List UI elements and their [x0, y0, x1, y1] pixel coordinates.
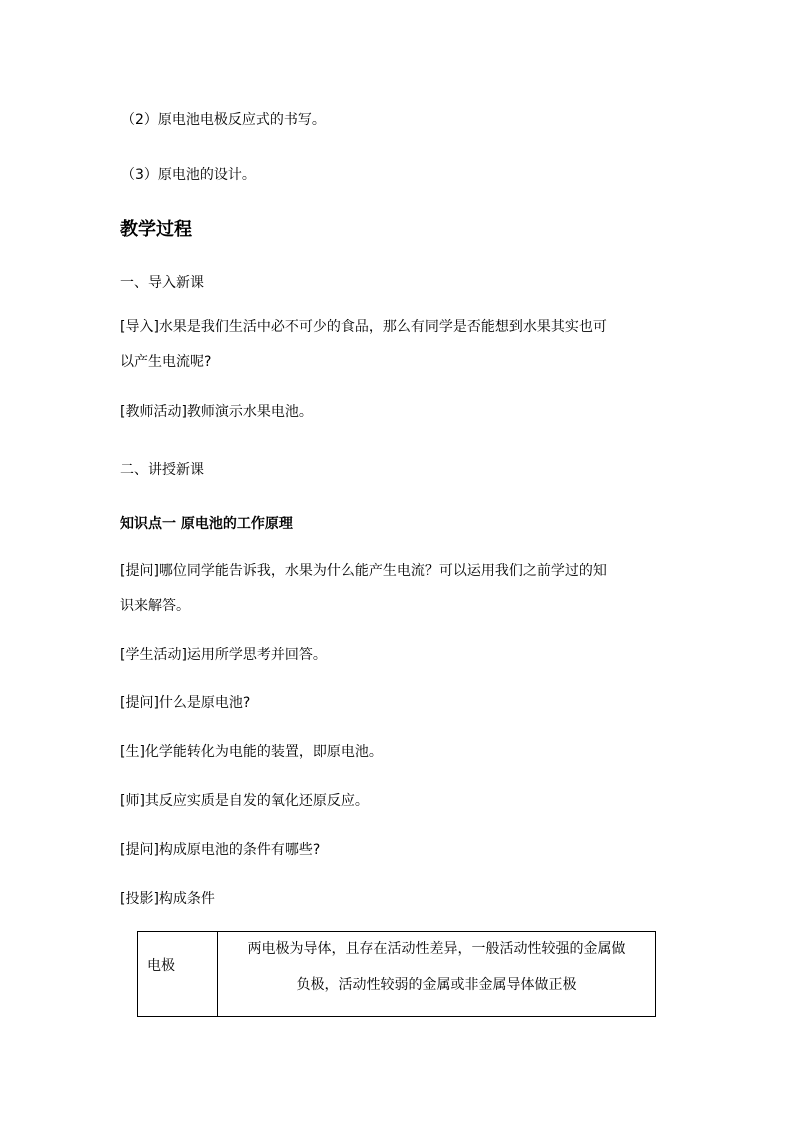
conditions-table [137, 931, 656, 1017]
question-1-line-1: [提问]哪位同学能告诉我，水果为什么能产生电流？可以运用我们之前学过的知 [120, 563, 607, 579]
table-cell-label: 电极 [138, 932, 218, 1016]
table-cell-content [218, 932, 655, 1016]
question-2: [提问]什么是原电池? [120, 695, 251, 711]
projection-label: [投影]构成条件 [120, 891, 215, 907]
student-answer: [生]化学能转化为电能的装置，即原电池。 [120, 744, 383, 760]
student-activity: [学生活动]运用所学思考并回答。 [120, 647, 327, 663]
section-title: 教学过程 [120, 219, 192, 240]
intro-line-2: 以产生电流呢? [120, 354, 212, 370]
teacher-note: [师]其反应实质是自发的氧化还原反应。 [120, 793, 369, 809]
objective-3: （3）原电池的设计。 [121, 167, 256, 183]
intro-line-1: [导入]水果是我们生活中必不可少的食品，那么有同学是否能想到水果其实也可 [120, 319, 607, 335]
question-3: [提问]构成原电池的条件有哪些? [120, 842, 321, 858]
table-content-line-1: 两电极为导体，且存在活动性差异，一般活动性较强的金属做 [247, 941, 626, 957]
table-content-line-2: 负极，活动性较弱的金属或非金属导体做正极 [296, 977, 577, 993]
teacher-activity: [教师活动]教师演示水果电池。 [120, 404, 313, 420]
part1-heading: 一、导入新课 [120, 275, 204, 291]
objective-2: （2）原电池电极反应式的书写。 [121, 112, 326, 128]
part2-heading: 二、讲授新课 [120, 462, 204, 478]
question-1-line-2: 识来解答。 [120, 598, 190, 614]
knowledge-point-title: 知识点一 原电池的工作原理 [120, 516, 293, 532]
